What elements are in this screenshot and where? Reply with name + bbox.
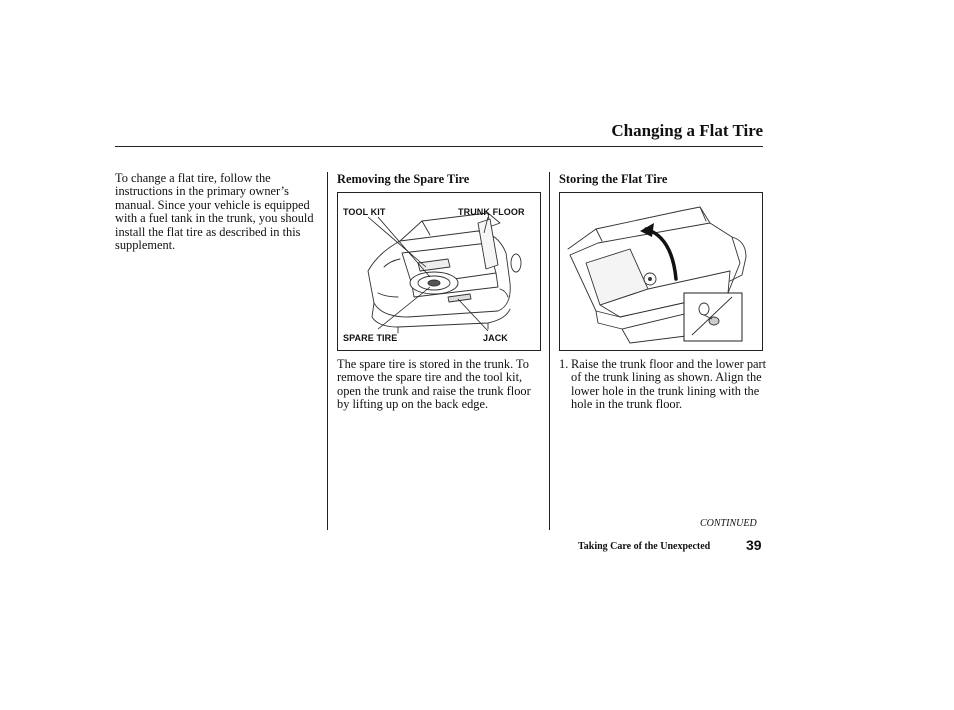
label-tool-kit: TOOL KIT [343,207,386,217]
trunk-lining-drawing [560,193,762,350]
storing-heading: Storing the Flat Tire [559,172,668,186]
label-trunk-floor: TRUNK FLOOR [458,207,525,217]
header-rule [115,146,763,147]
removing-paragraph: The spare tire is stored in the trunk. To remove the spare tire and the tool kit, open the trunk and raise the trunk floor by lifting up on the back edge. [337,357,531,412]
removing-heading: Removing the Spare Tire [337,172,470,186]
footer-section-title: Taking Care of the Unexpected [578,541,711,552]
storing-step-1 [559,358,767,428]
intro-paragraph: To change a flat tire, follow the instructions in the primary owner’s manual. Since your vehicle is equipped with a fuel tank in the trunk, you should install the flat tire as described in this supplement. [115,171,314,253]
continued-label: CONTINUED [700,518,757,529]
column-divider-left [327,172,328,530]
step-number: 1. [559,357,569,371]
label-jack: JACK [483,333,508,343]
trunk-floor-illustration [559,192,763,351]
column-divider-right [549,172,550,530]
spare-tire-illustration [337,192,541,351]
step-text: Raise the trunk floor and the lower part of the trunk lining as shown. Align the lower hole in the trunk lining with the hole in the trunk floor. [571,357,767,412]
page-title: Changing a Flat Tire [611,121,763,140]
page-number: 39 [746,537,762,553]
label-spare-tire: SPARE TIRE [343,333,398,343]
